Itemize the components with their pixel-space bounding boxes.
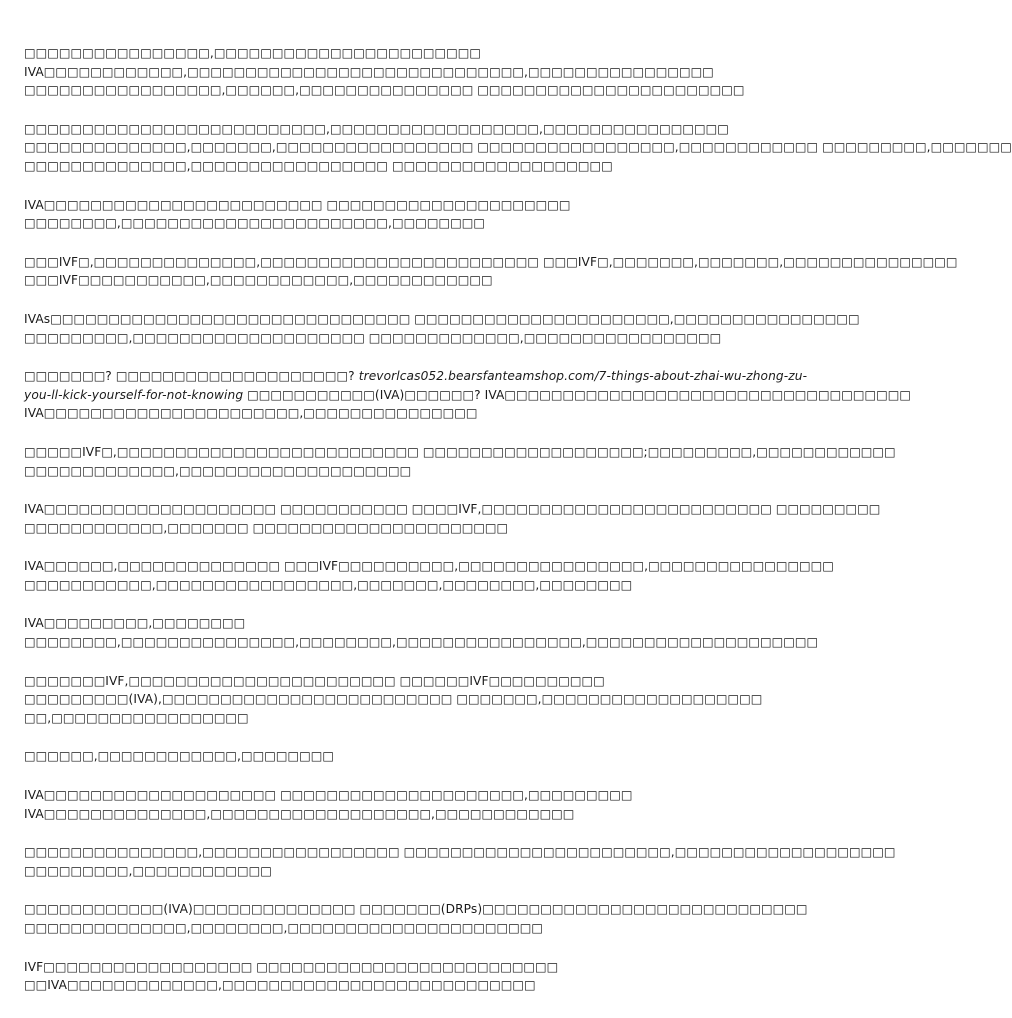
paragraph-2 (24, 120, 1012, 176)
text-line: IVA□□□□□□□□□,□□□□□□□□ (24, 616, 246, 631)
paragraph-link (24, 367, 911, 423)
text-line: □□□IVF□□□□□□□□□□□,□□□□□□□□□□□□,□□□□□□□□□□□□ (24, 273, 493, 288)
text-line: □□□□□□□□□□□□□□,□□□□□□□,□□□□□□□□□□□□□□□□□ □□□□□□□□□□□□□□□□□,□□□□□□□□□□□□ □□□□□□□□□,□□□□□□□ (24, 140, 1012, 155)
text-line: □□□□□□□□□□□□□,□□□□□□□□□□□□□□□□□□□□ (24, 463, 412, 478)
text-line: □□□□□IVF□,□□□□□□□□□□□□□□□□□□□□□□□□□□ □□□□□□□□□□□□□□□□□□□;□□□□□□□□□,□□□□□□□□□□□□ (24, 444, 896, 459)
question-text: □□□□□□□? □□□□□□□□□□□□□□□□□□□□? (24, 369, 355, 384)
text-line: □□□□□□□□,□□□□□□□□□□□□□□□□□□□□□□□,□□□□□□□□ (24, 216, 485, 231)
text-line: □□□□□□□□□□□□(IVA)□□□□□□□□□□□□□□ □□□□□□□(DRPs)□□□□□□□□□□□□□□□□□□□□□□□□□□□□ (24, 902, 808, 917)
paragraph-7 (24, 443, 896, 480)
after-url-text: □□□□□□□□□□□(IVA)□□□□□□? IVA□□□□□□□□□□□□□□□□□□□□□□□□□□□□□□□□□□□ (243, 387, 911, 402)
text-line: □□IVA□□□□□□□□□□□□□,□□□□□□□□□□□□□□□□□□□□□□□□□□□ (24, 978, 536, 993)
paragraph-16 (24, 958, 698, 995)
article-url-link[interactable]: trevorlcas052.bearsfanteamshop.com/7-things-about-zhai-wu-zhong-zu- (358, 369, 808, 384)
article-url-link-cont[interactable]: you-ll-kick-yourself-for-not-knowing (24, 387, 244, 402)
paragraph-13 (24, 786, 698, 823)
text-line: IVA□□□□□□□□□□□□□□□□□□□□ □□□□□□□□□□□□□□□□□□□□□,□□□□□□□□□ (24, 788, 633, 803)
text-line: □□□□□□□□□□□,□□□□□□□□□□□□□□□□□,□□□□□□□,□□□□□□□□,□□□□□□□□ (24, 577, 633, 592)
paragraph-12 (24, 747, 698, 766)
text-line: □□□□□□□□□□□□□□□□□,□□□□□□,□□□□□□□□□□□□□□□ □□□□□□□□□□□□□□□□□□□□□□□ (24, 83, 745, 98)
paragraph-4 (24, 253, 958, 290)
text-line: □□□□□□□□□□□□□□,□□□□□□□□,□□□□□□□□□□□□□□□□□□□□□□ (24, 921, 544, 935)
text-line: □□□□□□,□□□□□□□□□□□□,□□□□□□□□ (24, 749, 334, 764)
paragraph-8 (24, 500, 881, 537)
text-line: □□□□□□□IVF,□□□□□□□□□□□□□□□□□□□□□□□ □□□□□□IVF□□□□□□□□□□ (24, 673, 605, 688)
text-line: IVF□□□□□□□□□□□□□□□□□□ □□□□□□□□□□□□□□□□□□□□□□□□□□ (24, 959, 559, 974)
text-line: □□□□□□□□□(IVA),□□□□□□□□□□□□□□□□□□□□□□□□□ □□□□□□□,□□□□□□□□□□□□□□□□□□□ (24, 692, 763, 707)
text-line: IVA□□□□□□,□□□□□□□□□□□□□□ □□□IVF□□□□□□□□□□,□□□□□□□□□□□□□□□□,□□□□□□□□□□□□□□□□ (24, 559, 834, 574)
paragraph-3 (24, 196, 698, 233)
text-line (24, 386, 911, 405)
text-line: IVA□□□□□□□□□□□□□□□□□□□□□□□□ □□□□□□□□□□□□□□□□□□□□□ (24, 197, 571, 212)
text-line: IVA□□□□□□□□□□□□□□,□□□□□□□□□□□□□□□□□□□,□□□□□□□□□□□□ (24, 806, 575, 821)
text-line: IVA□□□□□□□□□□□□□□□□□□□□ □□□□□□□□□□□ □□□□IVF,□□□□□□□□□□□□□□□□□□□□□□□□□ □□□□□□□□□ (24, 502, 881, 517)
text-line: □□□□□□□□□□□□□□,□□□□□□□□□□□□□□□□□ □□□□□□□□□□□□□□□□□□□ (24, 158, 613, 173)
text-line: □□□□□□□□□□□□,□□□□□□□ □□□□□□□□□□□□□□□□□□□□□□ (24, 520, 509, 535)
paragraph-1 (24, 44, 745, 100)
paragraph-11 (24, 672, 763, 728)
paragraph-9 (24, 557, 834, 594)
text-line: □□□□□□□□□□□□□□□□,□□□□□□□□□□□□□□□□□□□□□□□ (24, 46, 481, 60)
text-line (24, 367, 808, 386)
paragraph-15 (24, 900, 808, 937)
paragraph-14 (24, 843, 896, 880)
text-line: □□□IVF□,□□□□□□□□□□□□□□,□□□□□□□□□□□□□□□□□□□□□□□□ □□□IVF□,□□□□□□□,□□□□□□□,□□□□□□□□□□□□□□□ (24, 254, 958, 269)
text-line: □□□□□□□□,□□□□□□□□□□□□□□□,□□□□□□□□,□□□□□□□□□□□□□□□□,□□□□□□□□□□□□□□□□□□□□ (24, 635, 819, 650)
text-line: □□□□□□□□□□□□□□□□□□□□□□□□□□,□□□□□□□□□□□□□□□□□□,□□□□□□□□□□□□□□□□ (24, 121, 729, 136)
paragraph-5 (24, 310, 860, 347)
text-line: IVA□□□□□□□□□□□□,□□□□□□□□□□□□□□□□□□□□□□□□□□□□□,□□□□□□□□□□□□□□□□ (24, 64, 714, 79)
text-line: □□□□□□□□□,□□□□□□□□□□□□ (24, 863, 272, 878)
text-line: □□□□□□□□□□□□□□□,□□□□□□□□□□□□□□□□□ □□□□□□□□□□□□□□□□□□□□□□□,□□□□□□□□□□□□□□□□□□□ (24, 845, 896, 860)
text-line: IVA□□□□□□□□□□□□□□□□□□□□□□,□□□□□□□□□□□□□□□ (24, 406, 478, 421)
text-line: □□,□□□□□□□□□□□□□□□□□ (24, 710, 249, 725)
paragraph-10 (24, 614, 819, 651)
text-line: □□□□□□□□□,□□□□□□□□□□□□□□□□□□□□ □□□□□□□□□□□□□,□□□□□□□□□□□□□□□□□ (24, 330, 722, 345)
text-line: IVAs□□□□□□□□□□□□□□□□□□□□□□□□□□□□□□□ □□□□□□□□□□□□□□□□□□□□□□,□□□□□□□□□□□□□□□□ (24, 311, 860, 326)
